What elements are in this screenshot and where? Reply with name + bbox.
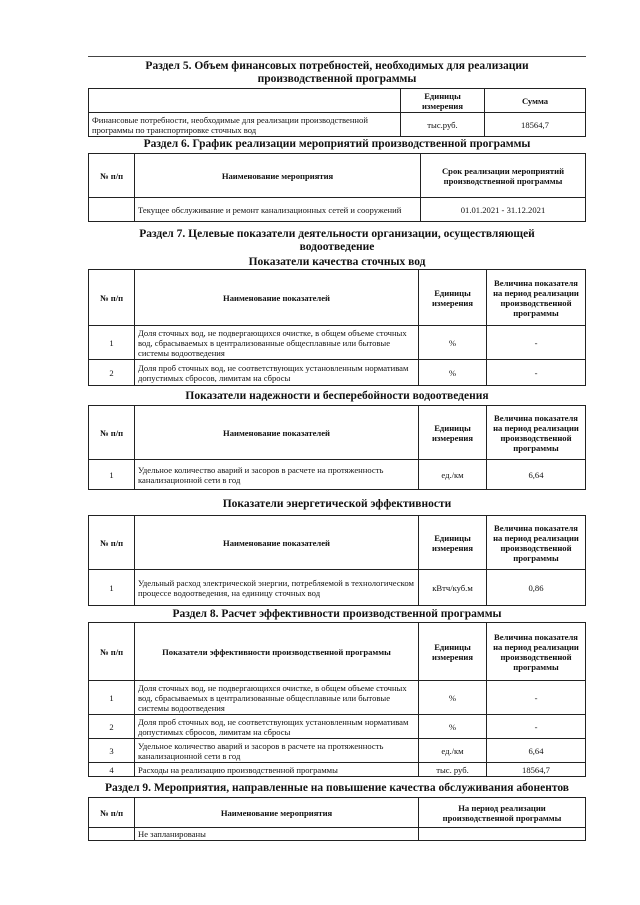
col-num: № п/п — [89, 270, 135, 326]
row-name: Финансовые потребности, необходимые для реализации производственной программы по транспортировке сточных вод — [89, 113, 401, 137]
table-row: 2 Доля проб сточных вод, не соответствующих установленным нормативам допустимых сбросов, лимитам на сбросы % - — [89, 715, 586, 739]
row-sum: 18564,7 — [485, 113, 586, 137]
table-row: 1 Удельный расход электрической энергии, потребляемой в технологическом процессе водоотведения, на единицу сточных вод кВтч/куб.м 0,86 — [89, 570, 586, 606]
col-num: № п/п — [89, 154, 135, 198]
quality-table — [88, 269, 586, 386]
col-units: Единицы измерения — [401, 89, 485, 113]
col-period: На период реализации производственной программы — [419, 798, 586, 828]
col-name: Наименование мероприятия — [135, 154, 421, 198]
section-6-table — [88, 153, 586, 222]
col-name: Наименование показателей — [135, 270, 419, 326]
col-sum: Сумма — [485, 89, 586, 113]
table-row: 4 Расходы на реализацию производственной программы тыс. руб. 18564,7 — [89, 763, 586, 777]
table-row: 1 Удельное количество аварий и засоров в расчете на протяженность канализационной сети в год ед./км 6,64 — [89, 460, 586, 490]
table-row: 1 Доля сточных вод, не подвергающихся очистке, в общем объеме сточных вод, сбрасываемых в централизованные общесплавные или бытовые системы водоотведения % - — [89, 681, 586, 715]
empty-header-cell — [89, 89, 401, 113]
table-row: 3 Удельное количество аварий и засоров в расчете на протяженность канализационной сети в год ед./км 6,64 — [89, 739, 586, 763]
section-6-title: Раздел 6. График реализации мероприятий производственной программы — [143, 138, 531, 150]
col-units: Единицы измерения — [419, 623, 487, 681]
col-name: Показатели эффективности производственной программы — [135, 623, 419, 681]
col-units: Единицы измерения — [419, 406, 487, 460]
table-row: 2 Доля проб сточных вод, не соответствующих установленным нормативам допустимых сбросов, лимитам на сбросы % - — [89, 360, 586, 386]
row-term: 01.01.2021 - 31.12.2021 — [421, 198, 586, 222]
section-7 — [88, 228, 586, 606]
col-num: № п/п — [89, 406, 135, 460]
section-5-title: Раздел 5. Объем финансовых потребностей, необходимых для реализации производственной программы — [145, 60, 529, 85]
col-units: Единицы измерения — [419, 270, 487, 326]
table-row: Не запланированы — [89, 828, 586, 841]
section-9-table — [88, 797, 586, 841]
energy-title: Показатели энергетической эффективности — [222, 498, 452, 510]
section-8-table — [88, 622, 586, 777]
col-name: Наименование показателей — [135, 516, 419, 570]
section-8-title: Раздел 8. Расчет эффективности производственной программы — [172, 608, 502, 620]
table-row: 1 Доля сточных вод, не подвергающихся очистке, в общем объеме сточных вод, сбрасываемых в централизованные общесплавные или бытовые системы водоотведения % - — [89, 326, 586, 360]
col-term: Срок реализации мероприятий производственной программы — [421, 154, 586, 198]
col-num: № п/п — [89, 798, 135, 828]
reliability-title: Показатели надежности и бесперебойности водоотведения — [185, 390, 489, 402]
section-9-title: Раздел 9. Мероприятия, направленные на повышение качества обслуживания абонентов — [104, 782, 569, 794]
col-num: № п/п — [89, 623, 135, 681]
top-rule — [88, 56, 586, 57]
row-units: тыс.руб. — [401, 113, 485, 137]
col-units: Единицы измерения — [419, 516, 487, 570]
col-name: Наименование мероприятия — [135, 798, 419, 828]
energy-table — [88, 515, 586, 606]
reliability-table — [88, 405, 586, 490]
row-num — [89, 198, 135, 222]
col-value: Величина показателя на период реализации производственной программы — [487, 406, 586, 460]
section-5-table — [88, 88, 586, 137]
col-value: Величина показателя на период реализации производственной программы — [487, 623, 586, 681]
section-5 — [88, 60, 586, 137]
col-value: Величина показателя на период реализации производственной программы — [487, 516, 586, 570]
section-9 — [88, 782, 586, 841]
quality-title: Показатели качества сточных вод — [248, 256, 426, 268]
section-7-title: Раздел 7. Целевые показатели деятельности организации, осуществляющей водоотведение — [139, 228, 535, 253]
row-name: Текущее обслуживание и ремонт канализационных сетей и сооружений — [135, 198, 421, 222]
col-value: Величина показателя на период реализации производственной программы — [487, 270, 586, 326]
col-name: Наименование показателей — [135, 406, 419, 460]
col-num: № п/п — [89, 516, 135, 570]
section-8 — [88, 608, 586, 777]
section-6 — [88, 138, 586, 222]
